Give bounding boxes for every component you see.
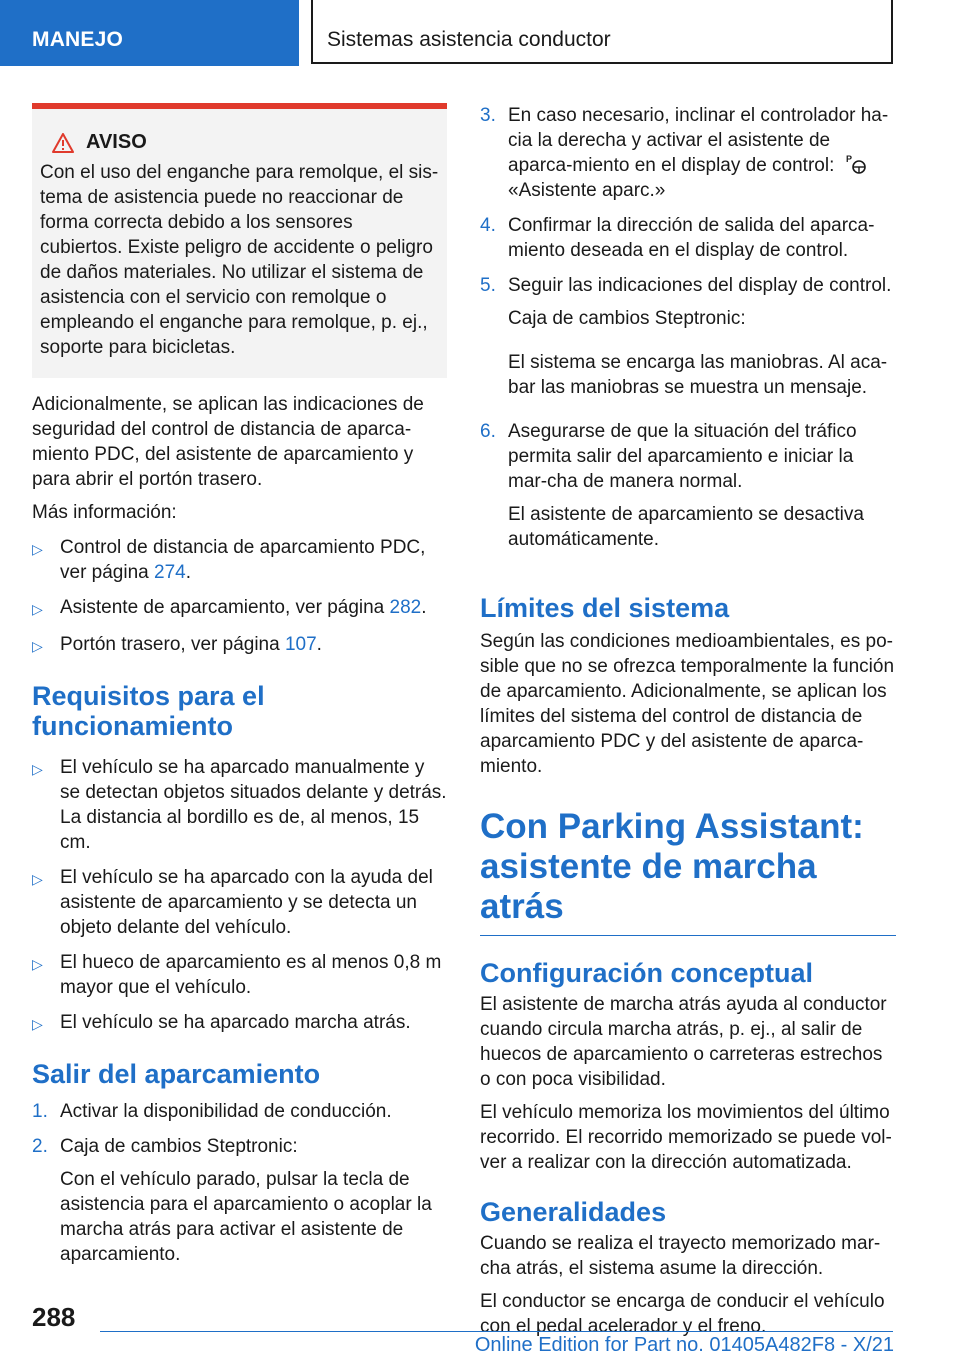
- step-item: [480, 419, 896, 494]
- step-item: [32, 1099, 447, 1124]
- warning-triangle-icon: [52, 133, 74, 153]
- ref-end: .: [185, 562, 191, 583]
- page-number: 288: [32, 1302, 76, 1332]
- parking-assist-icon: [844, 153, 870, 175]
- more-info-label: Más información:: [32, 502, 177, 523]
- right-column: [480, 103, 896, 1339]
- step-sub-text: Caja de cambios Steptronic:: [508, 308, 746, 329]
- general-paragraph-1: Cuando se realiza el trayecto memorizado mar-cha atrás, el sistema asume la dirección.: [480, 1233, 881, 1279]
- list-item: [32, 535, 447, 585]
- step-text: En caso necesario, inclinar el controlador ha-cia la derecha y activar el asistente de aparca-miento en el display de control:: [508, 105, 889, 176]
- general-paragraph-2: El conductor se encarga de conducir el vehículo con el pedal acelerador y el freno.: [480, 1291, 885, 1337]
- triangle-bullet-icon: ▷: [32, 541, 43, 557]
- warning-title: AVISO: [86, 131, 147, 153]
- triangle-bullet-icon: ▷: [32, 1016, 43, 1032]
- ref-text: Asistente de aparcamiento, ver página: [60, 597, 390, 618]
- step-number: 5.: [480, 275, 496, 296]
- parking-heading-block: [480, 807, 896, 936]
- step-number: 2.: [32, 1136, 48, 1157]
- concept-paragraph-1: El asistente de marcha atrás ayuda al conductor cuando circula marcha atrás, p. ej., al salir de huecos de aparcamiento o carreteras estrechos o con poca visibilidad.: [480, 994, 887, 1090]
- step-text-after: «Asistente aparc.»: [508, 180, 666, 201]
- step-text: Activar la disponibilidad de conducción.: [60, 1101, 392, 1122]
- step-item: [32, 1134, 447, 1159]
- step-text: Asegurarse de que la situación del tráfico permita salir del aparcamiento e iniciar la mar-cha de manera normal.: [508, 421, 857, 492]
- requisito-text: El vehículo se ha aparcado manualmente y se detectan objetos situados delante y detrás. La distancia al bordillo es de, al menos, 15 cm.: [60, 757, 447, 853]
- header-chapter-box: [311, 0, 893, 64]
- salir-heading: Salir del aparcamiento: [32, 1059, 321, 1089]
- triangle-bullet-icon: ▷: [32, 761, 43, 777]
- intro-paragraph: Adicionalmente, se aplican las indicaciones de seguridad del control de distancia de aparca-miento PDC, del asistente de aparcamiento y para abrir el portón trasero.: [32, 394, 424, 490]
- list-item: [32, 595, 447, 622]
- step-number: 1.: [32, 1101, 48, 1122]
- requisito-text: El vehículo se ha aparcado marcha atrás.: [60, 1012, 411, 1033]
- svg-text:P: P: [845, 154, 852, 164]
- requisito-text: El vehículo se ha aparcado con la ayuda del asistente de aparcamiento y se detecta un objeto delante del vehículo.: [60, 867, 433, 938]
- triangle-bullet-icon: ▷: [32, 956, 43, 972]
- concept-paragraph-2: El vehículo memoriza los movimientos del último recorrido. El recorrido memorizado se puede vol-ver a realizar con la dirección automatizada.: [480, 1102, 892, 1173]
- page-link-282[interactable]: 282: [389, 597, 422, 618]
- requisitos-heading: Requisitos para el funcionamiento: [32, 681, 265, 741]
- step-text: Caja de cambios Steptronic:: [60, 1136, 298, 1157]
- footer-rule: [100, 1331, 893, 1332]
- page-link-107[interactable]: 107: [284, 634, 317, 655]
- step-sub-text: El sistema se encarga las maniobras. Al aca-bar las maniobras se muestra un mensaje.: [508, 352, 888, 398]
- step-item: [480, 213, 896, 263]
- section-title: MANEJO: [32, 28, 124, 51]
- header-section-tab: [0, 0, 299, 66]
- list-item: [32, 755, 447, 855]
- limites-heading: Límites del sistema: [480, 593, 730, 623]
- ref-text: Portón trasero, ver página: [60, 634, 285, 655]
- step-sub-text: Con el vehículo parado, pulsar la tecla de asistencia para el aparcamiento o acoplar la marcha atrás para activar el asistente de aparcamiento.: [60, 1169, 432, 1265]
- parking-heading: Con Parking Assistant: asistente de marcha atrás: [480, 807, 864, 926]
- triangle-bullet-icon: ▷: [32, 638, 43, 654]
- general-heading: Generalidades: [480, 1197, 667, 1227]
- warning-heading: [52, 131, 439, 154]
- step-sub-text: El asistente de aparcamiento se desactiva automáticamente.: [508, 504, 864, 550]
- ref-end: .: [421, 597, 427, 618]
- warning-box: [32, 103, 447, 378]
- list-item: [32, 865, 447, 940]
- step-text: Seguir las indicaciones del display de control.: [508, 275, 892, 296]
- warning-body: Con el uso del enganche para remolque, el sis-tema de asistencia puede no reaccionar de forma correcta debido a los sensores cubiertos. Existe peligro de accidente o peligro de daños materiales. No utilizar el sistema de asistencia con el servicio con remolque o empleando el enganche para remolque, p. ej., soporte para bicicletas.: [40, 162, 439, 358]
- step-number: 6.: [480, 421, 496, 442]
- triangle-bullet-icon: ▷: [32, 601, 43, 617]
- ref-end: .: [316, 634, 322, 655]
- step-text: Confirmar la dirección de salida del aparca-miento deseada en el display de control.: [508, 215, 875, 261]
- limites-body: Según las condiciones medioambientales, es po-sible que no se ofrezca temporalmente la función de aparcamiento. Adicionalmente, se aplican los límites del sistema del control de distancia de aparcamiento PDC y del asistente de aparca-miento.: [480, 631, 895, 777]
- step-number: 4.: [480, 215, 496, 236]
- left-column: [32, 103, 447, 1286]
- list-item: [32, 1010, 447, 1037]
- chapter-title: Sistemas asistencia conductor: [327, 28, 611, 51]
- step-number: 3.: [480, 105, 496, 126]
- ref-text: Control de distancia de aparcamiento PDC, ver página: [60, 537, 426, 583]
- triangle-bullet-icon: ▷: [32, 871, 43, 887]
- step-item: [480, 103, 896, 203]
- list-item: [32, 632, 447, 659]
- step-item: [480, 273, 896, 298]
- list-item: [32, 950, 447, 1000]
- page-link-274[interactable]: 274: [154, 562, 186, 583]
- footer-edition: Online Edition for Part no. 01405A482F8 - X/21: [474, 1334, 894, 1356]
- concept-heading: Configuración conceptual: [480, 958, 814, 988]
- requisito-text: El hueco de aparcamiento es al menos 0,8 m mayor que el vehículo.: [60, 952, 442, 998]
